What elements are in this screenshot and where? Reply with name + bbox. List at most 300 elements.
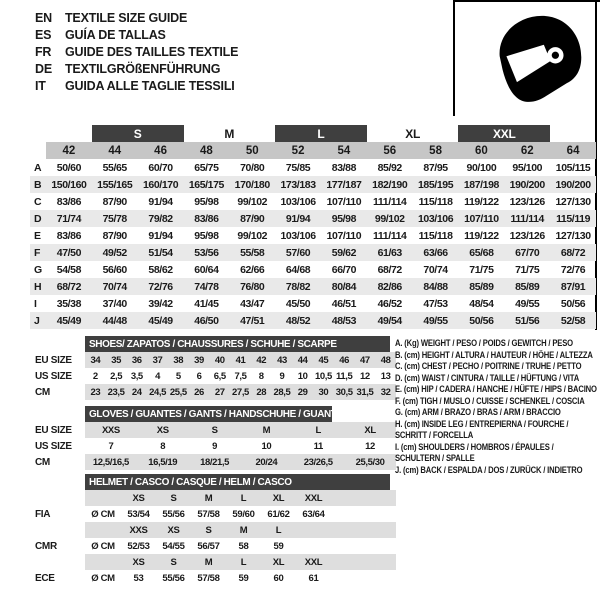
measurement-cell: 56/60 bbox=[102, 263, 127, 276]
helmet-value-cell: 56/57 bbox=[197, 540, 220, 552]
helmet-value-cell: 55/56 bbox=[162, 508, 185, 520]
measurement-cell: 123/126 bbox=[509, 195, 545, 208]
measurement-cell: 71/75 bbox=[515, 263, 540, 276]
measurement-cell: 45/49 bbox=[56, 314, 82, 327]
measurement-cell: 155/165 bbox=[97, 178, 133, 191]
size-cell: 28,5 bbox=[272, 384, 293, 400]
size-group-m: M bbox=[224, 126, 235, 141]
helmet-size-row bbox=[30, 522, 396, 538]
helmet-size-cell: S bbox=[191, 522, 226, 538]
measurement-cell: 52/58 bbox=[560, 314, 586, 327]
helmet-size-cell: XS bbox=[121, 490, 156, 506]
measurement-cell: 111/114 bbox=[373, 195, 407, 208]
size-row-line bbox=[30, 454, 396, 470]
language-code: FR bbox=[35, 45, 52, 59]
unit-spacer bbox=[85, 554, 121, 570]
size-cell: 27,5 bbox=[230, 384, 251, 400]
language-row bbox=[35, 27, 238, 44]
language-code: EN bbox=[35, 11, 52, 25]
size-cell: 20/24 bbox=[240, 454, 292, 470]
measurement-cell: 111/114 bbox=[373, 229, 407, 242]
helmet-size-cell: XXL bbox=[296, 490, 331, 506]
language-code: IT bbox=[35, 79, 46, 93]
racing-helmet-icon bbox=[492, 12, 588, 112]
row-label-spacer bbox=[30, 490, 85, 506]
measurement-cell: 70/80 bbox=[240, 161, 265, 174]
measurement-cell: 60/64 bbox=[194, 263, 219, 276]
size-cell: 38 bbox=[168, 352, 189, 368]
measurement-cell: 115/119 bbox=[556, 212, 591, 225]
measurement-row bbox=[30, 278, 596, 295]
helmet-value-cell: 58 bbox=[238, 540, 249, 552]
measurement-cell: 47/51 bbox=[240, 314, 265, 327]
size-cell: 10 bbox=[261, 440, 272, 452]
filler bbox=[331, 506, 396, 522]
measurement-cell: 107/110 bbox=[464, 212, 499, 225]
filler bbox=[331, 554, 396, 570]
size-cell: 31,5 bbox=[355, 384, 376, 400]
measurement-row bbox=[30, 295, 596, 312]
measurement-cell: 51/54 bbox=[148, 246, 173, 259]
measurement-cell: 71/75 bbox=[469, 263, 494, 276]
measurement-cell: 68/72 bbox=[560, 246, 586, 259]
measurement-cell: 177/187 bbox=[326, 178, 362, 191]
size-cell: 23,5 bbox=[106, 384, 127, 400]
measurement-cell: 160/170 bbox=[142, 178, 179, 191]
measurement-cell: 48/54 bbox=[469, 297, 494, 310]
row-label: US SIZE bbox=[35, 370, 72, 382]
size-cell: 2 bbox=[92, 370, 98, 382]
size-cell: 18/21,5 bbox=[189, 454, 241, 470]
size-cell: 24,5 bbox=[147, 384, 168, 400]
measurement-cell: 39/42 bbox=[148, 297, 173, 310]
size-cell: 9 bbox=[279, 370, 285, 382]
measurement-cell: 83/86 bbox=[56, 195, 82, 208]
size-header-cell: 44 bbox=[92, 142, 138, 159]
measurement-cell: 66/70 bbox=[331, 263, 357, 276]
size-cell: 32 bbox=[375, 384, 396, 400]
helmet-size-cell: L bbox=[226, 554, 261, 570]
size-group-row bbox=[30, 125, 596, 142]
size-header-cell: 64 bbox=[550, 142, 596, 159]
certification-label: FIA bbox=[35, 508, 51, 520]
size-cell: 6,5 bbox=[213, 370, 226, 382]
measurement-cell: 47/53 bbox=[423, 297, 448, 310]
measurement-cell: 127/130 bbox=[555, 195, 591, 208]
helmet-value-row bbox=[30, 538, 396, 554]
row-letter: G bbox=[34, 263, 43, 276]
row-label: EU SIZE bbox=[35, 424, 72, 436]
helmet-value-cell bbox=[296, 538, 331, 554]
size-group-xl: XL bbox=[405, 126, 421, 141]
measurement-cell: 48/53 bbox=[331, 314, 357, 327]
size-group-xxl: XXL bbox=[458, 125, 550, 142]
helmet-size-cell: XS bbox=[121, 554, 156, 570]
measurement-cell: 46/52 bbox=[377, 297, 402, 310]
measurement-cell: 105/115 bbox=[555, 161, 591, 174]
legend-item: G. (cm) ARM / BRAZO / BRAS / ARM / BRACCIO bbox=[395, 407, 561, 417]
helmet-value-cell: 53/54 bbox=[127, 508, 150, 520]
measurement-cell: 182/190 bbox=[372, 178, 408, 191]
measurement-cell: 65/68 bbox=[469, 246, 494, 259]
measurement-cell: 85/89 bbox=[469, 280, 494, 293]
size-cell: 11 bbox=[313, 440, 323, 452]
filler bbox=[331, 538, 396, 554]
size-cell: 48 bbox=[375, 352, 396, 368]
helmet-value-row bbox=[30, 570, 396, 586]
measurement-cell: 119/122 bbox=[464, 195, 499, 208]
language-code: DE bbox=[35, 62, 52, 76]
section-title-bar bbox=[85, 474, 390, 490]
measurement-cell: 111/114 bbox=[510, 212, 544, 225]
filler bbox=[331, 570, 396, 586]
helmet-size-cell: M bbox=[191, 554, 226, 570]
textile-table bbox=[30, 125, 596, 329]
legend-item: F. (cm) TIGH / MUSLO / CUISSE / SCHENKEL / COSCIA bbox=[395, 395, 585, 406]
row-letter: B bbox=[34, 178, 42, 191]
helmet-value-row bbox=[30, 506, 396, 522]
language-title: GUIDE DES TAILLES TEXTILE bbox=[65, 45, 239, 59]
size-cell: 46 bbox=[334, 352, 355, 368]
size-row-line bbox=[30, 438, 396, 454]
size-cell: 30 bbox=[313, 384, 334, 400]
size-cell: 47 bbox=[355, 352, 376, 368]
helmet-value-cell: 60 bbox=[273, 572, 284, 584]
language-row bbox=[35, 78, 238, 95]
size-cell: 16,5/19 bbox=[137, 454, 189, 470]
row-label: CM bbox=[35, 386, 50, 398]
measurement-cell: 68/72 bbox=[56, 280, 82, 293]
measurement-row bbox=[30, 261, 596, 278]
legend-item: I. (cm) SHOULDERS / HOMBROS / ÉPAULES / SCHULTERN / SPALLE bbox=[395, 441, 554, 463]
size-cell: 3,5 bbox=[130, 370, 143, 382]
row-label: CM bbox=[35, 456, 50, 468]
measurement-cell: 76/80 bbox=[240, 280, 265, 293]
measurement-cell: 46/51 bbox=[331, 297, 357, 310]
measurement-cell: 190/200 bbox=[555, 178, 591, 191]
helmet-value-cell: 61/62 bbox=[267, 508, 290, 520]
helmet-value-cell: 53 bbox=[133, 572, 144, 584]
measurement-cell: 45/49 bbox=[148, 314, 173, 327]
measurement-cell: 50/60 bbox=[56, 161, 82, 174]
helmet-value-cell: 55/56 bbox=[162, 572, 185, 584]
helmet-size-cell: XXL bbox=[296, 554, 331, 570]
measurement-cell: 53/56 bbox=[194, 246, 219, 259]
size-cell: 24 bbox=[126, 384, 147, 400]
measurement-cell: 61/63 bbox=[377, 246, 402, 259]
helmet-value-cell: 59/60 bbox=[232, 508, 255, 520]
size-header-cell: 50 bbox=[229, 142, 275, 159]
size-cell: M bbox=[240, 422, 292, 438]
size-cell: 13 bbox=[380, 370, 391, 382]
row-label-spacer bbox=[30, 554, 85, 570]
size-header-row bbox=[30, 142, 596, 159]
helmet-value-cell: 57/58 bbox=[197, 572, 220, 584]
measurement-cell: 83/86 bbox=[56, 229, 82, 242]
legend-item: C. (cm) CHEST / PECHO / POITRINE / TRUHE / PETTO bbox=[395, 361, 582, 371]
measurement-cell: 190/200 bbox=[509, 178, 545, 191]
language-row bbox=[35, 61, 238, 78]
measurement-cell: 115/118 bbox=[418, 195, 453, 208]
measurement-cell: 48/52 bbox=[285, 314, 311, 327]
measurement-cell: 99/102 bbox=[237, 229, 268, 242]
size-cell: 8 bbox=[258, 370, 264, 382]
measurement-cell: 68/72 bbox=[377, 263, 402, 276]
measurement-cell: 49/52 bbox=[102, 246, 127, 259]
measurement-cell: 35/38 bbox=[56, 297, 82, 310]
size-header-cell: 48 bbox=[183, 142, 229, 159]
size-header-cell: 52 bbox=[275, 142, 321, 159]
measurement-cell: 91/94 bbox=[285, 212, 311, 225]
size-row-line bbox=[30, 422, 396, 438]
measurement-cell: 72/76 bbox=[148, 280, 173, 293]
language-title: GUÍA DE TALLAS bbox=[65, 28, 166, 42]
measurement-cell: 75/85 bbox=[285, 161, 311, 174]
measurement-cell: 95/98 bbox=[331, 212, 357, 225]
size-row-line bbox=[30, 352, 396, 368]
measurement-cell: 185/195 bbox=[417, 178, 454, 191]
measurement-cell: 62/66 bbox=[240, 263, 265, 276]
size-cell: 35 bbox=[106, 352, 127, 368]
measurement-cell: 83/88 bbox=[331, 161, 357, 174]
measurement-row bbox=[30, 176, 596, 193]
measurement-cell: 107/110 bbox=[326, 195, 362, 208]
measurement-cell: 91/94 bbox=[148, 195, 173, 208]
measurement-cell: 63/66 bbox=[423, 246, 448, 259]
measurement-cell: 47/50 bbox=[56, 246, 82, 259]
certification-label: ECE bbox=[35, 572, 55, 584]
row-letter: E bbox=[34, 229, 42, 242]
size-cell: 30,5 bbox=[334, 384, 355, 400]
measurement-cell: 173/183 bbox=[280, 178, 316, 191]
size-cell: 44 bbox=[292, 352, 313, 368]
row-letter: C bbox=[34, 195, 42, 208]
measurement-cell: 64/68 bbox=[285, 263, 311, 276]
measurement-cell: 95/98 bbox=[194, 229, 219, 242]
measurement-cell: 43/47 bbox=[240, 297, 265, 310]
section-title-bar bbox=[85, 336, 390, 352]
measurement-cell: 70/74 bbox=[102, 280, 127, 293]
helmet-table bbox=[30, 474, 396, 586]
measurement-cell: 103/106 bbox=[280, 195, 316, 208]
section-title-bar bbox=[85, 406, 339, 422]
size-cell: 40 bbox=[209, 352, 230, 368]
measurement-cell: 41/45 bbox=[194, 297, 219, 310]
measurement-cell: 49/54 bbox=[377, 314, 402, 327]
measurement-cell: 67/70 bbox=[515, 246, 540, 259]
helmet-size-cell: XXS bbox=[121, 522, 156, 538]
measurement-cell: 83/86 bbox=[194, 212, 219, 225]
size-cell: 37 bbox=[147, 352, 168, 368]
size-cell: 23/26,5 bbox=[292, 454, 344, 470]
measurement-cell: 87/90 bbox=[102, 195, 127, 208]
measurement-cell: 58/62 bbox=[148, 263, 173, 276]
measurement-cell: 74/78 bbox=[194, 280, 219, 293]
size-cell: 25,5 bbox=[168, 384, 189, 400]
measurement-cell: 87/90 bbox=[240, 212, 265, 225]
size-cell: 43 bbox=[272, 352, 293, 368]
size-cell: 10,5 bbox=[314, 370, 332, 382]
measurement-cell: 85/89 bbox=[515, 280, 540, 293]
helmet-value-cell: 59 bbox=[238, 572, 249, 584]
size-cell: 11,5 bbox=[335, 370, 353, 382]
size-header-cell: 46 bbox=[138, 142, 184, 159]
size-group-s: S bbox=[92, 125, 184, 142]
measurement-cell: 75/78 bbox=[102, 212, 127, 225]
helmet-size-cell: L bbox=[226, 490, 261, 506]
row-letter: J bbox=[34, 314, 40, 327]
size-header-cell: 54 bbox=[321, 142, 367, 159]
legend-item: A. (Kg) WEIGHT / PESO / POIDS / GEWITCH / PESO bbox=[395, 338, 573, 348]
size-row-line bbox=[30, 384, 396, 400]
helmet-value-cell: 52/53 bbox=[127, 540, 150, 552]
size-cell: 12,5/16,5 bbox=[85, 454, 137, 470]
shoes-table bbox=[30, 336, 396, 400]
size-cell: 39 bbox=[189, 352, 210, 368]
measurement-cell: 51/56 bbox=[515, 314, 540, 327]
helmet-size-cell: L bbox=[261, 522, 296, 538]
size-cell: 12 bbox=[365, 440, 375, 452]
helmet-size-cell: M bbox=[191, 490, 226, 506]
section-title: HELMET / CASCO / CASQUE / HELM / CASCO bbox=[89, 476, 292, 488]
size-cell: 9 bbox=[212, 440, 218, 452]
helmet-value-cell: 59 bbox=[273, 540, 284, 552]
measurement-cell: 107/110 bbox=[326, 229, 362, 242]
size-cell: 7 bbox=[108, 440, 114, 452]
measurement-cell: 54/58 bbox=[56, 263, 82, 276]
language-row bbox=[35, 44, 238, 61]
size-cell: 26 bbox=[189, 384, 210, 400]
size-cell: 27 bbox=[209, 384, 230, 400]
measurement-cell: 85/92 bbox=[377, 161, 402, 174]
measurement-cell: 103/106 bbox=[280, 229, 316, 242]
row-letter: H bbox=[34, 280, 42, 293]
measurement-cell: 55/65 bbox=[102, 161, 127, 174]
size-cell: 12 bbox=[360, 370, 370, 382]
measurement-cell: 49/55 bbox=[423, 314, 448, 327]
size-cell: XL bbox=[344, 422, 396, 438]
size-cell: 45 bbox=[313, 352, 334, 368]
size-cell: XXS bbox=[85, 422, 137, 438]
measurement-cell: 82/86 bbox=[377, 280, 402, 293]
row-letter: F bbox=[34, 246, 41, 259]
size-header-cell: 42 bbox=[46, 142, 92, 159]
measurement-cell: 119/122 bbox=[464, 229, 499, 242]
measurement-cell: 80/84 bbox=[331, 280, 357, 293]
measurement-row bbox=[30, 193, 596, 210]
size-cell: 29 bbox=[292, 384, 313, 400]
helmet-size-row bbox=[30, 490, 396, 506]
gloves-table bbox=[30, 406, 396, 470]
row-letter: I bbox=[34, 297, 37, 310]
measurement-cell: 95/100 bbox=[512, 161, 543, 174]
section-title: GLOVES / GUANTES / GANTS / HANDSCHUHE / GUANTI bbox=[89, 408, 339, 420]
measurement-cell: 70/74 bbox=[423, 263, 448, 276]
page-border-left-segment bbox=[453, 0, 455, 116]
legend-item: J. (cm) BACK / ESPALDA / DOS / ZURÜCK / INDIETRO bbox=[395, 464, 583, 475]
measurement-cell: 57/60 bbox=[285, 246, 311, 259]
size-cell: 7,5 bbox=[234, 370, 247, 382]
page-border-top bbox=[453, 0, 600, 2]
language-title: TEXTILGRÖßENFÜHRUNG bbox=[65, 62, 221, 76]
measurement-row bbox=[30, 159, 596, 176]
size-header-cell: 62 bbox=[504, 142, 550, 159]
section-title: SHOES/ ZAPATOS / CHAUSSURES / SCHUHE / SCARPE bbox=[89, 338, 337, 350]
measurement-cell: 187/198 bbox=[463, 178, 499, 191]
measurement-cell: 103/106 bbox=[417, 212, 454, 225]
size-cell: 8 bbox=[160, 440, 166, 452]
measurement-legend bbox=[395, 338, 599, 476]
measurement-cell: 72/76 bbox=[560, 263, 586, 276]
size-cell: XS bbox=[137, 422, 189, 438]
measurement-cell: 55/58 bbox=[240, 246, 265, 259]
helmet-value-cell: 57/58 bbox=[197, 508, 220, 520]
measurement-cell: 99/102 bbox=[374, 212, 405, 225]
legend-item: E. (cm) HIP / CADERA / HANCHE / HÜFTE / HIPS / BACINO bbox=[395, 384, 597, 394]
measurement-row bbox=[30, 244, 596, 261]
size-cell: S bbox=[189, 422, 241, 438]
measurement-cell: 170/180 bbox=[234, 178, 270, 191]
language-list bbox=[35, 10, 238, 95]
measurement-cell: 123/126 bbox=[509, 229, 545, 242]
measurement-cell: 50/56 bbox=[560, 297, 586, 310]
measurement-cell: 165/175 bbox=[188, 178, 224, 191]
row-label: US SIZE bbox=[35, 440, 72, 452]
row-label: EU SIZE bbox=[35, 354, 72, 366]
language-title: TEXTILE SIZE GUIDE bbox=[65, 11, 188, 25]
diameter-unit: Ø CM bbox=[91, 572, 115, 584]
helmet-size-cell: S bbox=[156, 490, 191, 506]
size-header-cell: 56 bbox=[367, 142, 413, 159]
measurement-cell: 91/94 bbox=[148, 229, 173, 242]
size-cell: 10 bbox=[297, 370, 308, 382]
measurement-cell: 87/91 bbox=[560, 280, 586, 293]
language-row bbox=[35, 10, 238, 27]
measurement-row bbox=[30, 312, 596, 329]
helmet-size-cell: XL bbox=[261, 554, 296, 570]
helmet-size-cell: XL bbox=[261, 490, 296, 506]
unit-spacer bbox=[85, 522, 121, 538]
size-cell: 23 bbox=[85, 384, 106, 400]
helmet-size-cell: XS bbox=[156, 522, 191, 538]
helmet-size-row bbox=[30, 554, 396, 570]
measurement-cell: 115/118 bbox=[418, 229, 453, 242]
measurement-cell: 90/100 bbox=[466, 161, 497, 174]
measurement-cell: 78/82 bbox=[285, 280, 311, 293]
measurement-cell: 60/70 bbox=[148, 161, 173, 174]
legend-item: D. (cm) WAIST / CINTURA / TAILLE / HÜFTUNG / VITA bbox=[395, 372, 580, 383]
helmet-size-cell: S bbox=[156, 554, 191, 570]
measurement-cell: 37/40 bbox=[102, 297, 127, 310]
size-cell: 25,5/30 bbox=[344, 454, 396, 470]
size-cell: 6 bbox=[196, 370, 202, 382]
size-cell: 41 bbox=[230, 352, 251, 368]
measurement-cell: 50/56 bbox=[469, 314, 494, 327]
language-title: GUIDA ALLE TAGLIE TESSILI bbox=[65, 79, 235, 93]
measurement-cell: 59/62 bbox=[331, 246, 357, 259]
size-cell: 5 bbox=[175, 370, 181, 382]
measurement-cell: 87/90 bbox=[102, 229, 127, 242]
size-header-spacer bbox=[30, 142, 46, 159]
legend-item: H. (cm) INSIDE LEG / ENTREPIERNA / FOURCHE / SCHRITT / FORCELLA bbox=[395, 418, 569, 440]
filler bbox=[331, 490, 396, 506]
measurement-cell: 46/50 bbox=[194, 314, 219, 327]
row-letter: A bbox=[34, 161, 42, 174]
measurement-cell: 65/75 bbox=[194, 161, 219, 174]
row-letter: D bbox=[34, 212, 42, 225]
measurement-cell: 84/88 bbox=[423, 280, 448, 293]
measurement-cell: 87/95 bbox=[423, 161, 448, 174]
